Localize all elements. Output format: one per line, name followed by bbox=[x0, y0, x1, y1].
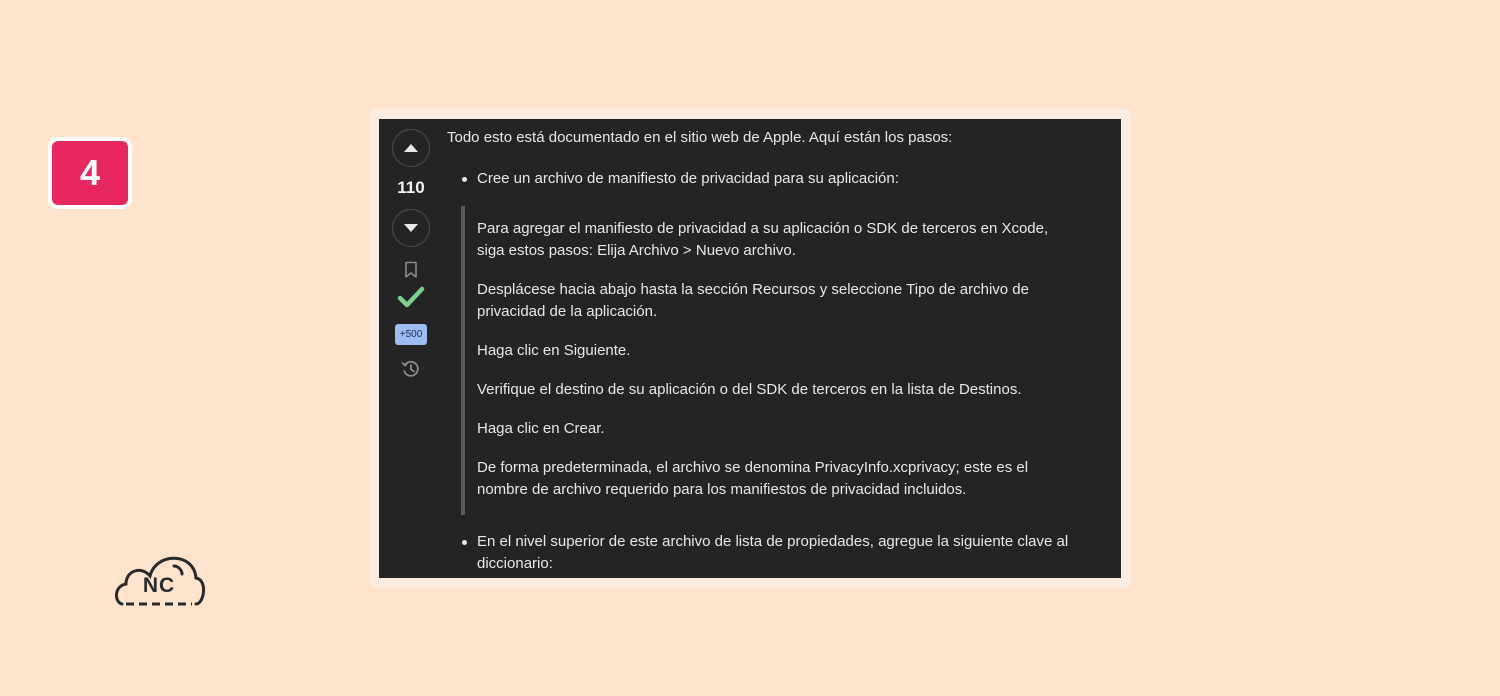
history-button[interactable] bbox=[401, 359, 421, 379]
arrow-up-icon bbox=[403, 143, 419, 153]
bookmark-icon bbox=[404, 261, 418, 279]
blockquote bbox=[461, 206, 1075, 515]
history-icon bbox=[401, 359, 421, 379]
nc-logo bbox=[112, 548, 206, 612]
list-item: Cree un archivo de manifiesto de privacidad para su aplicación: bbox=[477, 168, 1077, 190]
answer-post bbox=[379, 119, 1121, 578]
step-number-badge: 4 bbox=[48, 137, 132, 209]
vote-column bbox=[379, 119, 443, 379]
quote-paragraph: Para agregar el manifiesto de privacidad a su aplicación o SDK de terceros en Xcode, siga estos pasos: Elija Archivo > Nuevo archivo. bbox=[477, 220, 1049, 259]
quote-paragraph: Desplácese hacia abajo hasta la sección Recursos y seleccione Tipo de archivo de privacidad de la aplicación. bbox=[477, 281, 1029, 320]
screenshot-frame bbox=[369, 109, 1131, 588]
upvote-button[interactable] bbox=[392, 129, 430, 167]
accepted-answer-mark bbox=[397, 285, 425, 311]
quote-paragraph: Verifique el destino de su aplicación o del SDK de terceros en la lista de Destinos. bbox=[477, 381, 1022, 398]
checkmark-icon bbox=[397, 285, 425, 311]
list-item: En el nivel superior de este archivo de lista de propiedades, agregue la siguiente clave al diccionario: bbox=[477, 531, 1077, 575]
bookmark-button[interactable] bbox=[404, 261, 418, 279]
vote-count: 110 bbox=[397, 178, 425, 197]
answer-intro: Todo esto está documentado en el sitio web de Apple. Aquí están los pasos: bbox=[447, 129, 953, 146]
bounty-badge[interactable]: +500 bbox=[395, 324, 428, 345]
logo-text: NC bbox=[142, 574, 176, 597]
arrow-down-icon bbox=[403, 223, 419, 233]
downvote-button[interactable] bbox=[392, 209, 430, 247]
quote-paragraph: Haga clic en Siguiente. bbox=[477, 342, 631, 359]
quote-paragraph: Haga clic en Crear. bbox=[477, 420, 605, 437]
quote-paragraph: De forma predeterminada, el archivo se denomina PrivacyInfo.xcprivacy; este es el nombre de archivo requerido para los manifiestos de privacidad incluidos. bbox=[477, 459, 1029, 498]
